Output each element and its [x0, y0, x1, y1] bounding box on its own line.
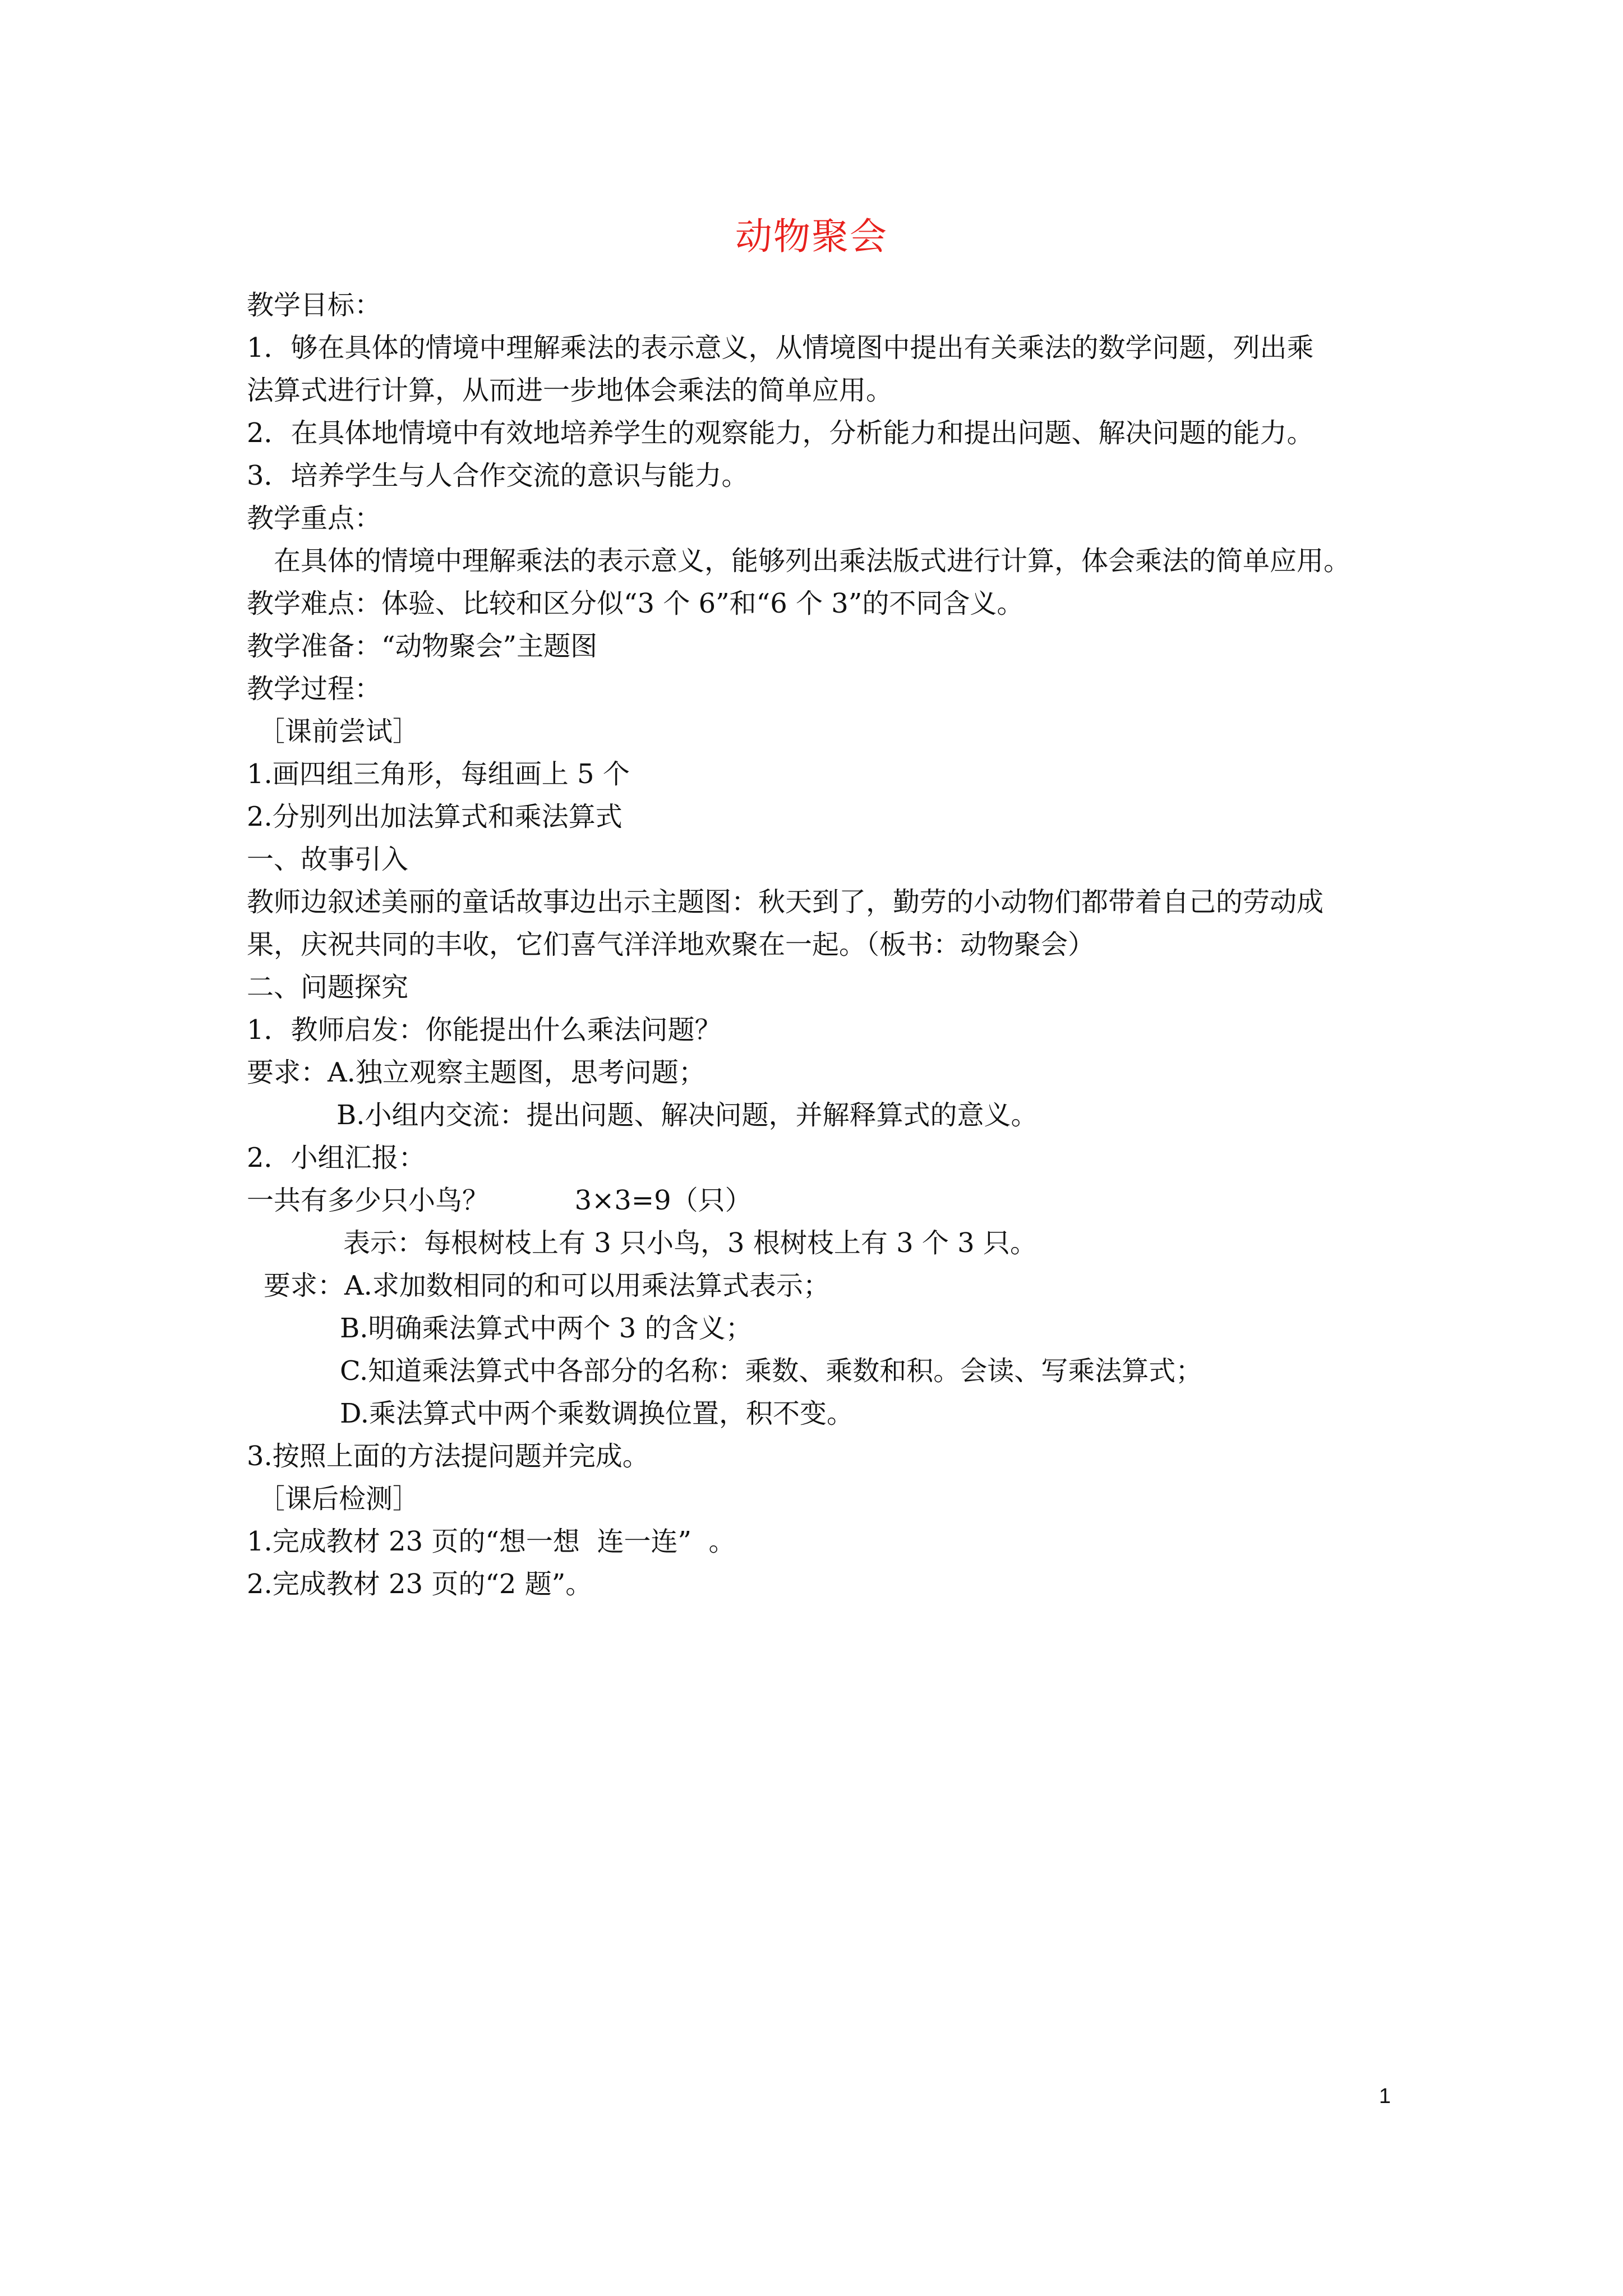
objective-1-line-2: 法算式进行计算，从而进一步地体会乘法的简单应用。	[247, 375, 893, 406]
report-requirement-b: B.明确乘法算式中两个 3 的含义；	[340, 1313, 753, 1344]
pre-class-heading: ［课前尝试］	[258, 716, 420, 747]
pre-class-item-2: 2.分别列出加法算式和乘法算式	[247, 801, 623, 832]
report-requirement-d: D.乘法算式中两个乘数调换位置，积不变。	[340, 1398, 854, 1429]
story-line-2: 果，庆祝共同的丰收，它们喜气洋洋地欢聚在一起。（板书：动物聚会）	[247, 929, 1095, 960]
document-title: 动物聚会	[735, 215, 888, 258]
bird-question: 一共有多少只小鸟？ 3×3=9（只）	[247, 1185, 752, 1216]
key-points-text: 在具体的情境中理解乘法的表示意义，能够列出乘法版式进行计算，体会乘法的简单应用。	[274, 545, 1351, 577]
inquiry-item-1: 1．教师启发：你能提出什么乘法问题？	[247, 1014, 722, 1046]
section-heading-process: 教学过程：	[247, 673, 382, 705]
requirement-a: 要求：A.独立观察主题图，思考问题；	[247, 1057, 706, 1088]
part-two-heading: 二、问题探究	[247, 972, 409, 1003]
report-requirement-a: 要求：A.求加数相同的和可以用乘法算式表示；	[264, 1270, 830, 1301]
part-one-heading: 一、故事引入	[247, 844, 409, 875]
section-heading-key-points: 教学重点：	[247, 503, 382, 534]
difficulty-text: 教学难点：体验、比较和区分似“3 个 6”和“6 个 3”的不同含义。	[247, 588, 1024, 619]
document-body	[247, 284, 1391, 1605]
preparation-text: 教学准备：“动物聚会”主题图	[247, 631, 598, 662]
inquiry-item-2: 2．小组汇报：	[247, 1142, 426, 1174]
post-class-item-2: 2.完成教材 23 页的“2 题”。	[247, 1568, 593, 1600]
pre-class-item-1: 1.画四组三角形，每组画上 5 个	[247, 758, 630, 790]
page-number: 1	[1378, 2085, 1391, 2108]
post-class-heading: ［课后检测］	[258, 1483, 420, 1515]
post-class-item-1: 1.完成教材 23 页的“想一想 连一连” 。	[247, 1526, 736, 1557]
section-heading-objectives: 教学目标：	[247, 289, 382, 321]
report-requirement-c: C.知道乘法算式中各部分的名称：乘数、乘数和积。会读、写乘法算式；	[340, 1355, 1203, 1387]
inquiry-item-3: 3.按照上面的方法提问题并完成。	[247, 1441, 649, 1472]
objective-2: 2．在具体地情境中有效地培养学生的观察能力，分析能力和提出问题、解决问题的能力。	[247, 417, 1314, 449]
objective-3: 3．培养学生与人合作交流的意识与能力。	[247, 460, 749, 491]
bird-explanation: 表示：每根树枝上有 3 只小鸟，3 根树枝上有 3 个 3 只。	[343, 1227, 1037, 1259]
requirement-b: B.小组内交流：提出问题、解决问题，并解释算式的意义。	[336, 1099, 1038, 1131]
story-line-1: 教师边叙述美丽的童话故事边出示主题图：秋天到了，勤劳的小动物们都带着自己的劳动成	[247, 886, 1324, 918]
objective-1-line-1: 1．够在具体的情境中理解乘法的表示意义，从情境图中提出有关乘法的数学问题，列出乘	[247, 332, 1314, 364]
